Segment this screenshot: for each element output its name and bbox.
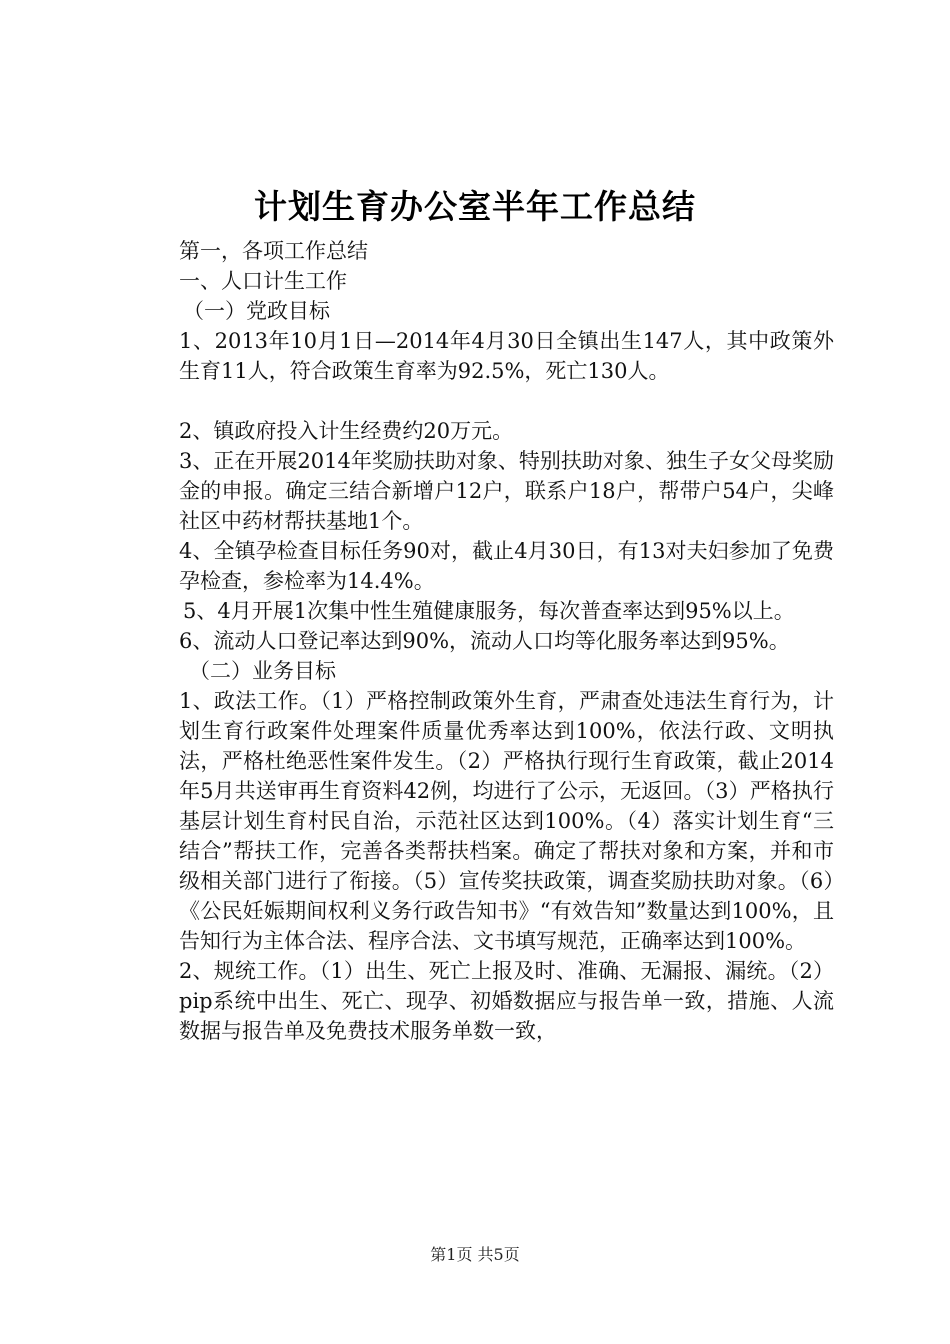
- section-heading: 第一，各项工作总结: [179, 239, 368, 263]
- document-body: [129, 236, 834, 1046]
- body-paragraph: 5、4月开展1次集中性生殖健康服务，每次普查率达到95%以上。: [183, 599, 795, 623]
- document-title: 计划生育办公室半年工作总结: [254, 187, 696, 226]
- body-paragraph: 3、正在开展2014年奖励扶助对象、特别扶助对象、独生子女父母奖励金的申报。确定三结合新增户12户，联系户18户，帮带户54户，尖峰社区中药材帮扶基地1个。: [179, 449, 834, 533]
- page-footer: 第1页 共5页: [430, 1245, 520, 1264]
- body-paragraph: 4、全镇孕检查目标任务90对，截止4月30日，有13对夫妇参加了免费孕检查，参检率为14.4%。: [179, 539, 834, 593]
- subsection-heading: （一）党政目标: [183, 299, 330, 323]
- body-paragraph: 2、规统工作。（1）出生、死亡上报及时、准确、无漏报、漏统。（2）pip系统中出生、死亡、现孕、初婚数据应与报告单一致，措施、人流数据与报告单及免费技术服务单数一致，: [179, 959, 834, 1043]
- body-paragraph: 6、流动人口登记率达到90%，流动人口均等化服务率达到95%。: [179, 629, 790, 653]
- section-heading: 一、人口计生工作: [179, 269, 347, 293]
- body-paragraph: 1、政法工作。（1）严格控制政策外生育，严肃查处违法生育行为，计划生育行政案件处理案件质量优秀率达到100%，依法行政、文明执法，严格杜绝恶性案件发生。（2）严格执行现行生育政策，截止2014年5月共送审再生育资料42例，均进行了公示，无返回。（3）严格执行基层计划生育村民自治，示范社区达到100%。（4）落实计划生育“三结合”帮扶工作，完善各类帮扶档案。确定了帮扶对象和方案，并和市级相关部门进行了衔接。（5）宣传奖扶政策，调查奖励扶助对象。（6）《公民妊娠期间权利义务行政告知书》“有效告知”数量达到100%，且告知行为主体合法、程序合法、文书填写规范，正确率达到100%。: [179, 689, 834, 953]
- paragraph-gap: [129, 386, 834, 416]
- body-paragraph: 1、2013年10月1日—2014年4月30日全镇出生147人，其中政策外生育11人，符合政策生育率为92.5%，死亡130人。: [179, 329, 834, 383]
- body-paragraph: 2、镇政府投入计生经费约20万元。: [179, 419, 514, 443]
- subsection-heading: （二）业务目标: [189, 659, 336, 683]
